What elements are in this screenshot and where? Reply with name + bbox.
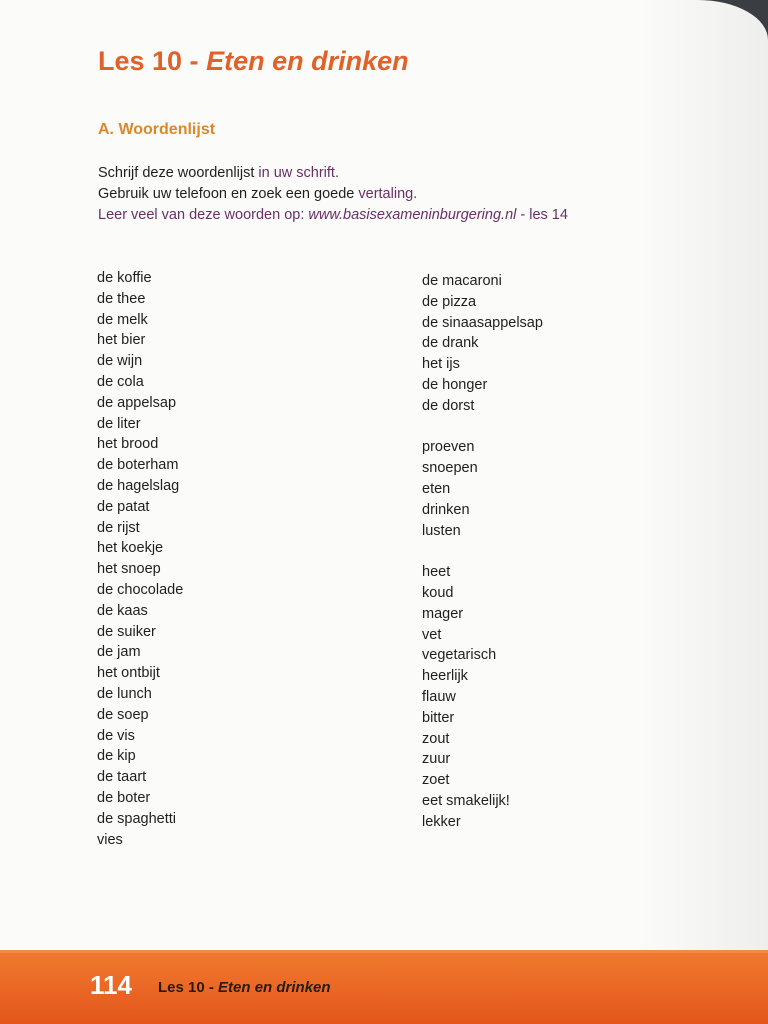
word-item: de koffie bbox=[97, 270, 152, 286]
word-item: flauw bbox=[422, 688, 456, 705]
word-item: eten bbox=[422, 480, 451, 497]
word-item: het brood bbox=[97, 436, 159, 453]
section-heading: A. Woordenlijst bbox=[98, 121, 216, 138]
word-item: het snoep bbox=[97, 561, 161, 578]
word-item: de macaroni bbox=[422, 273, 502, 289]
word-item: het ontbijt bbox=[97, 665, 160, 682]
word-item: de melk bbox=[97, 311, 148, 328]
word-item: bitter bbox=[422, 709, 455, 726]
page-number: 114 bbox=[90, 970, 132, 1000]
word-item: lekker bbox=[422, 813, 461, 830]
word-item: de boterham bbox=[97, 457, 179, 474]
word-item: de liter bbox=[97, 415, 141, 432]
word-item: de pizza bbox=[422, 293, 477, 310]
instruction-line-2: Gebruik uw telefoon en zoek een goede vertaling. bbox=[98, 186, 418, 202]
word-item: de drank bbox=[422, 335, 479, 352]
word-item: mager bbox=[422, 605, 464, 622]
word-item: de cola bbox=[97, 373, 144, 390]
word-item: de spaghetti bbox=[97, 810, 177, 827]
word-item: de boter bbox=[97, 789, 151, 806]
instruction-line-3: Leer veel van deze woorden op: www.basisexameninburgering.nl - les 14 bbox=[98, 207, 568, 223]
list-spacer bbox=[422, 417, 543, 438]
word-item: de dorst bbox=[422, 397, 475, 414]
word-item: de soep bbox=[97, 706, 149, 723]
word-item: eet smakelijk! bbox=[422, 792, 510, 809]
word-item: zuur bbox=[422, 751, 451, 768]
word-item: het ijs bbox=[422, 356, 460, 373]
word-list-right bbox=[422, 271, 543, 833]
word-item: de patat bbox=[97, 498, 150, 515]
word-item: de jam bbox=[97, 644, 141, 661]
word-item: de chocolade bbox=[97, 581, 184, 598]
word-item: de kip bbox=[97, 748, 136, 765]
word-item: proeven bbox=[422, 439, 475, 456]
word-item: zout bbox=[422, 730, 450, 747]
word-item: drinken bbox=[422, 501, 470, 518]
word-item: de wijn bbox=[97, 353, 143, 370]
word-item: de kaas bbox=[97, 602, 148, 619]
word-item: de sinaasappelsap bbox=[422, 314, 543, 331]
word-item: de honger bbox=[422, 376, 488, 393]
word-item: de lunch bbox=[97, 685, 152, 702]
title-prefix: Les 10 - bbox=[98, 46, 207, 76]
word-item: de taart bbox=[97, 769, 147, 786]
word-item: snoepen bbox=[422, 460, 478, 477]
word-item: de vis bbox=[97, 727, 135, 744]
word-item: heerlijk bbox=[422, 668, 468, 685]
word-item: heet bbox=[422, 564, 451, 581]
footer-band bbox=[0, 950, 768, 1024]
word-item: de hagelslag bbox=[97, 477, 180, 494]
word-item: de rijst bbox=[97, 519, 140, 536]
instruction-line-1: Schrijf deze woordenlijst in uw schrift. bbox=[98, 165, 339, 181]
word-item: koud bbox=[422, 584, 454, 601]
footer-label: Les 10 - Eten en drinken bbox=[158, 979, 331, 996]
word-item: de thee bbox=[97, 290, 146, 307]
word-item: de appelsap bbox=[97, 394, 177, 411]
word-item: vet bbox=[422, 626, 442, 643]
word-item: vegetarisch bbox=[422, 647, 497, 664]
title-italic: Eten en drinken bbox=[206, 46, 409, 76]
page-shadow bbox=[638, 0, 768, 1024]
word-item: vies bbox=[97, 831, 123, 848]
footer-divider bbox=[0, 950, 768, 953]
word-item: het bier bbox=[97, 332, 146, 349]
instructions bbox=[98, 163, 568, 226]
website-url: www.basisexameninburgering.nl bbox=[308, 207, 517, 223]
word-item: het koekje bbox=[97, 540, 164, 557]
word-list-left bbox=[97, 268, 183, 850]
word-item: zoet bbox=[422, 772, 450, 789]
word-item: de suiker bbox=[97, 623, 156, 640]
word-item: lusten bbox=[422, 522, 461, 539]
page-title bbox=[98, 46, 409, 77]
list-spacer bbox=[422, 541, 543, 562]
